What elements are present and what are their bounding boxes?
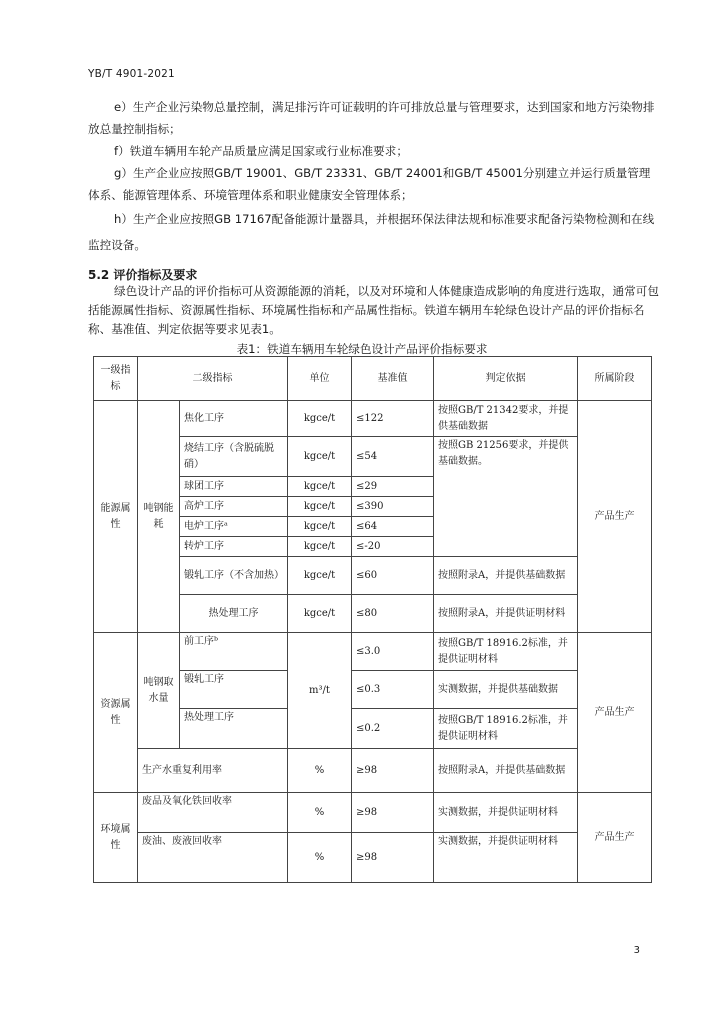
group-resource: 吨钢取水量 bbox=[138, 633, 180, 749]
indicator-basis: 按照附录A，并提供基础数据 bbox=[434, 557, 578, 595]
table-row bbox=[94, 401, 652, 437]
indicator-unit: % bbox=[288, 833, 352, 883]
indicator-name: 高炉工序 bbox=[180, 497, 288, 517]
indicator-basis: 按照附录A，并提供基础数据 bbox=[434, 749, 578, 793]
indicator-name: 生产水重复利用率 bbox=[138, 749, 288, 793]
indicator-unit: kgce/t bbox=[288, 595, 352, 633]
category-energy: 能源属性 bbox=[94, 401, 138, 633]
indicator-value: ≥98 bbox=[352, 833, 434, 883]
indicator-value: ≤390 bbox=[352, 497, 434, 517]
indicator-value: ≤64 bbox=[352, 517, 434, 537]
indicator-unit: kgce/t bbox=[288, 497, 352, 517]
indicator-value: ≤80 bbox=[352, 595, 434, 633]
indicator-unit: % bbox=[288, 793, 352, 833]
header-level2: 二级指标 bbox=[138, 357, 288, 401]
indicator-basis: 按照附录A，并提供证明材料 bbox=[434, 595, 578, 633]
paragraph-g: g）生产企业应按照GB/T 19001、GB/T 23331、GB/T 24001和GB/T 45001分别建立并运行质量管理体系、能源管理体系、环境管理体系和职业健康安全管理体系； bbox=[88, 166, 651, 202]
indicator-unit: kgce/t bbox=[288, 517, 352, 537]
indicator-value: ≤54 bbox=[352, 437, 434, 477]
indicator-basis: 按照GB 21256要求，并提供基础数据。 bbox=[434, 437, 578, 557]
indicator-basis: 实测数据，并提供证明材料 bbox=[434, 793, 578, 833]
paragraph-f: f）铁道车辆用车轮产品质量应满足国家或行业标准要求； bbox=[114, 144, 408, 158]
header-stage: 所属阶段 bbox=[578, 357, 652, 401]
indicator-unit: % bbox=[288, 749, 352, 793]
header-level1: 一级指标 bbox=[94, 357, 138, 401]
indicator-name: 电炉工序ᵃ bbox=[180, 517, 288, 537]
table-row bbox=[94, 793, 652, 833]
indicator-value: ≤0.3 bbox=[352, 671, 434, 709]
indicator-name: 热处理工序 bbox=[180, 595, 288, 633]
indicator-value: ≤60 bbox=[352, 557, 434, 595]
indicator-value: ≤122 bbox=[352, 401, 434, 437]
table-row bbox=[94, 833, 652, 883]
header-unit: 单位 bbox=[288, 357, 352, 401]
paragraph-h: h）生产企业应按照GB 17167配备能源计量器具，并根据环保法律法规和标准要求配备污染物检测和在线监控设备。 bbox=[88, 212, 655, 252]
indicator-unit: kgce/t bbox=[288, 437, 352, 477]
indicator-basis: 实测数据，并提供基础数据 bbox=[434, 671, 578, 709]
stage-resource: 产品生产 bbox=[578, 633, 652, 793]
paragraph-e: e）生产企业污染物总量控制，满足排污许可证载明的许可排放总量与管理要求，达到国家和地方污染物排放总量控制指标； bbox=[88, 100, 655, 136]
indicator-basis: 按照GB/T 18916.2标准，并提供证明材料 bbox=[434, 633, 578, 671]
indicator-basis: 实测数据，并提供证明材料 bbox=[434, 833, 578, 883]
header-baseline: 基准值 bbox=[352, 357, 434, 401]
evaluation-indicator-table bbox=[93, 356, 652, 883]
indicator-name: 废油、废液回收率 bbox=[138, 833, 288, 883]
indicator-unit: kgce/t bbox=[288, 477, 352, 497]
indicator-name: 球团工序 bbox=[180, 477, 288, 497]
table-caption: 表1：铁道车辆用车轮绿色设计产品评价指标要求 bbox=[236, 342, 488, 356]
indicator-unit: kgce/t bbox=[288, 557, 352, 595]
indicator-name: 废品及氧化铁回收率 bbox=[138, 793, 288, 833]
indicator-name: 锻轧工序（不含加热） bbox=[180, 557, 288, 595]
indicator-basis: 按照GB/T 18916.2标准，并提供证明材料 bbox=[434, 709, 578, 749]
category-environment: 环境属性 bbox=[94, 793, 138, 883]
header-basis: 判定依据 bbox=[434, 357, 578, 401]
indicator-basis: 按照GB/T 21342要求，并提供基础数据 bbox=[434, 401, 578, 437]
table-header-row bbox=[94, 357, 652, 401]
indicator-value: ≤29 bbox=[352, 477, 434, 497]
indicator-name: 热处理工序 bbox=[180, 709, 288, 749]
indicator-value: ≤-20 bbox=[352, 537, 434, 557]
indicator-value: ≥98 bbox=[352, 793, 434, 833]
indicator-unit: kgce/t bbox=[288, 537, 352, 557]
page-number: 3 bbox=[633, 945, 640, 956]
indicator-name: 焦化工序 bbox=[180, 401, 288, 437]
intro-paragraph: 绿色设计产品的评价指标可从资源能源的消耗，以及对环境和人体健康造成影响的角度进行选取，通常可包括能源属性指标、资源属性指标、环境属性指标和产品属性指标。铁道车辆用车轮绿色设计产品的评价指标名称、基准值、判定依据等要求见表1。 bbox=[88, 284, 659, 336]
indicator-value: ≤0.2 bbox=[352, 709, 434, 749]
indicator-name: 烧结工序（含脱硫脱硝） bbox=[180, 437, 288, 477]
indicator-value: ≥98 bbox=[352, 749, 434, 793]
section-title: 5.2 评价指标及要求 bbox=[88, 268, 198, 282]
table-row bbox=[94, 633, 652, 671]
indicator-name: 锻轧工序 bbox=[180, 671, 288, 709]
indicator-unit: m³/t bbox=[288, 633, 352, 749]
table-row bbox=[94, 749, 652, 793]
stage-environment: 产品生产 bbox=[578, 793, 652, 883]
indicator-unit: kgce/t bbox=[288, 401, 352, 437]
document-code-header: YB/T 4901-2021 bbox=[88, 68, 175, 80]
indicator-name: 转炉工序 bbox=[180, 537, 288, 557]
indicator-name: 前工序ᵇ bbox=[180, 633, 288, 671]
category-resource: 资源属性 bbox=[94, 633, 138, 793]
indicator-value: ≤3.0 bbox=[352, 633, 434, 671]
stage-energy: 产品生产 bbox=[578, 401, 652, 633]
group-energy: 吨钢能耗 bbox=[138, 401, 180, 633]
